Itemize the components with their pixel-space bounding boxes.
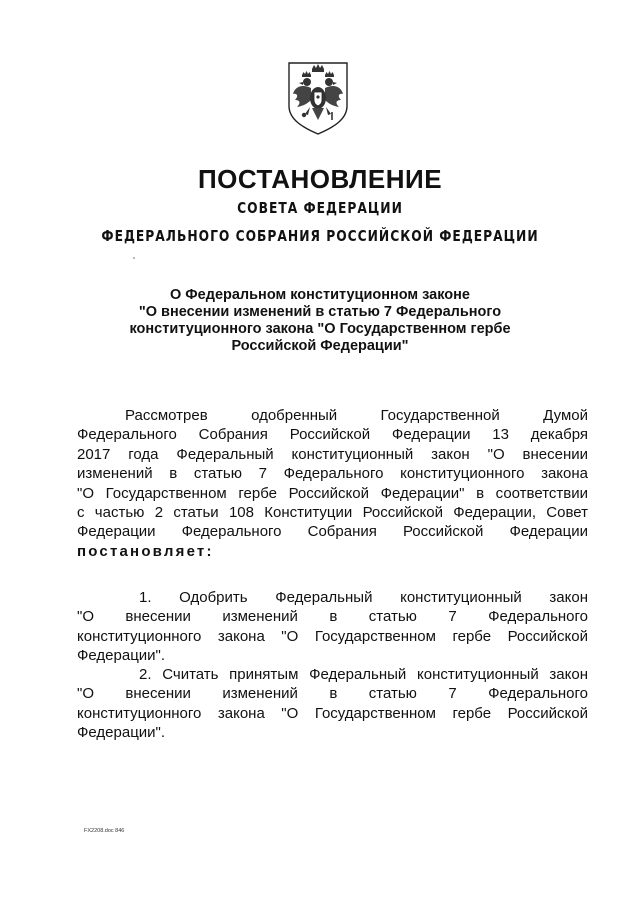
preamble-line: 2017 года Федеральный конституционный закон "О внесении: [77, 445, 588, 463]
document-file-code: FX2208.doc 846: [84, 828, 125, 834]
resolution-subject-heading: [110, 287, 530, 355]
issuing-body-line-2: ФЕДЕРАЛЬНОГО СОБРАНИЯ РОССИЙСКОЙ ФЕДЕРАЦИИ: [101, 227, 539, 245]
preamble-line: Рассмотрев одобренный Государственной Думой: [125, 407, 588, 424]
item2-line: 2. Считать принятым Федеральный конституционный закон: [139, 666, 588, 683]
item2-line: "О внесении изменений в статью 7 Федерального: [77, 685, 588, 703]
preamble-line: с частью 2 статьи 108 Конституции Российской Федерации, Совет: [77, 504, 588, 522]
item1-line: Федерации".: [77, 647, 166, 665]
heading-line: О Федеральном конституционном законе: [170, 287, 470, 303]
preamble-line: Федерации Федерального Собрания Российской Федерации: [77, 523, 588, 541]
preamble-line: Федерального Собрания Российской Федерации 13 декабря: [77, 426, 588, 444]
preamble-line: "О Государственном гербе Российской Федерации" в соответствии: [77, 484, 588, 502]
item1-line: "О внесении изменений в статью 7 Федерального: [77, 608, 588, 626]
item2-line: конституционного закона "О Государственном гербе Российской: [77, 704, 588, 722]
preamble-paragraph: [77, 406, 588, 561]
item2-line: Федерации".: [77, 724, 166, 742]
heading-line: конституционного закона "О Государственном гербе: [129, 321, 511, 337]
russian-coat-of-arms-icon: [285, 60, 351, 136]
heading-line: Российской Федерации": [231, 338, 409, 354]
document-type-title: ПОСТАНОВЛЕНИЕ: [197, 164, 443, 194]
resolution-item-2: [77, 665, 588, 743]
scan-dot: [133, 257, 135, 259]
resolves-word: постановляет:: [77, 542, 214, 560]
heading-line: "О внесении изменений в статью 7 Федерального: [138, 304, 502, 320]
item1-line: 1. Одобрить Федеральный конституционный закон: [139, 589, 588, 606]
item1-line: конституционного закона "О Государственном гербе Российской: [77, 627, 588, 645]
preamble-line: изменений в статью 7 Федерального конституционного закона: [77, 465, 588, 483]
issuing-body-line-1: СОВЕТА ФЕДЕРАЦИИ: [237, 199, 403, 217]
resolution-item-1: [77, 588, 588, 666]
